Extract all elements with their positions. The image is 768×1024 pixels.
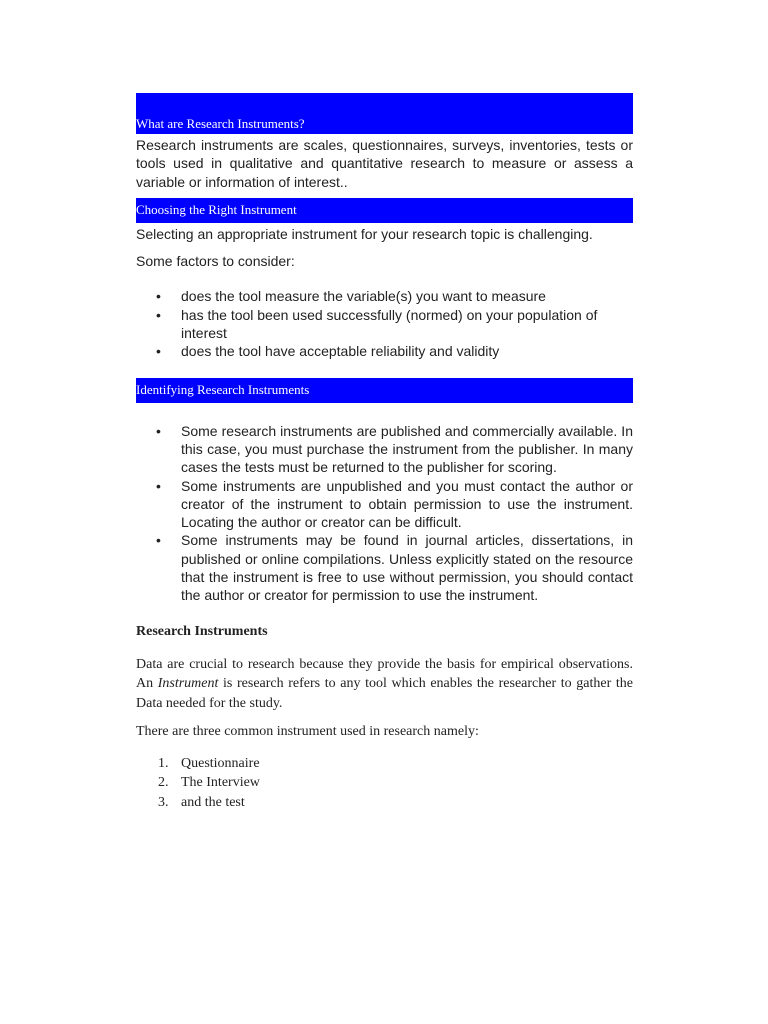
list-item: • Some instruments are unpublished and you must contact the author or creator of the instrument to obtain permission to use the instrument. Locating the author or creator can be difficult.: [136, 477, 633, 532]
research-instruments-title: Research Instruments: [136, 623, 268, 639]
heading-what-are-research-instruments: What are Research Instruments?: [136, 116, 305, 131]
list-item: • Some instruments may be found in journal articles, dissertations, in published or online compilations. Unless explicitly stated on the resource that the instrument is free to use without permission, you should contact the author or creator for permission to use the instrument.: [136, 531, 633, 604]
factors-intro-paragraph: Some factors to consider:: [136, 253, 295, 270]
heading-banner-identifying: [136, 378, 633, 403]
factors-list: [136, 287, 633, 360]
list-number: 1.: [158, 755, 169, 771]
paragraph-text-end: is research refers to any tool which enables the researcher to gather the Data needed for the study.: [136, 676, 633, 711]
list-number: 3.: [158, 794, 169, 810]
three-common-paragraph: There are three common instrument used in research namely:: [136, 724, 479, 740]
list-item: • Some research instruments are published and commercially available. In this case, you must purchase the instrument from the publisher. In many cases the tests must be returned to the publisher for scoring.: [136, 422, 633, 477]
list-label: and the test: [181, 794, 245, 810]
paragraph-text-start: Data are crucial to research because they provide the basis for empirical observations. An: [136, 656, 633, 692]
definition-paragraph: Research instruments are scales, questionnaires, surveys, inventories, tests or tools used in qualitative and quantitative research to measure or assess a variable or information of interest..: [136, 137, 633, 190]
list-item: [136, 754, 633, 774]
list-label: The Interview: [181, 775, 260, 791]
list-item: [136, 793, 633, 813]
common-instruments-list: [136, 754, 633, 813]
data-crucial-paragraph: [136, 655, 633, 714]
heading-banner-choosing: [136, 198, 633, 223]
list-item: [136, 773, 633, 793]
heading-banner-research-instruments: [136, 93, 633, 134]
heading-identifying-research-instruments: Identifying Research Instruments: [136, 382, 310, 398]
list-item: • has the tool been used successfully (normed) on your population of interest: [136, 306, 633, 343]
identifying-list: [136, 422, 633, 605]
list-label: Questionnaire: [181, 755, 260, 771]
list-number: 2.: [158, 775, 169, 791]
document-content: [136, 93, 633, 812]
instrument-emphasis: Instrument: [157, 676, 219, 692]
list-item: • does the tool have acceptable reliability and validity: [136, 342, 633, 360]
list-item: • does the tool measure the variable(s) you want to measure: [136, 287, 633, 305]
heading-choosing-right-instrument: Choosing the Right Instrument: [136, 202, 297, 218]
choosing-intro-paragraph: Selecting an appropriate instrument for your research topic is challenging.: [136, 225, 593, 242]
